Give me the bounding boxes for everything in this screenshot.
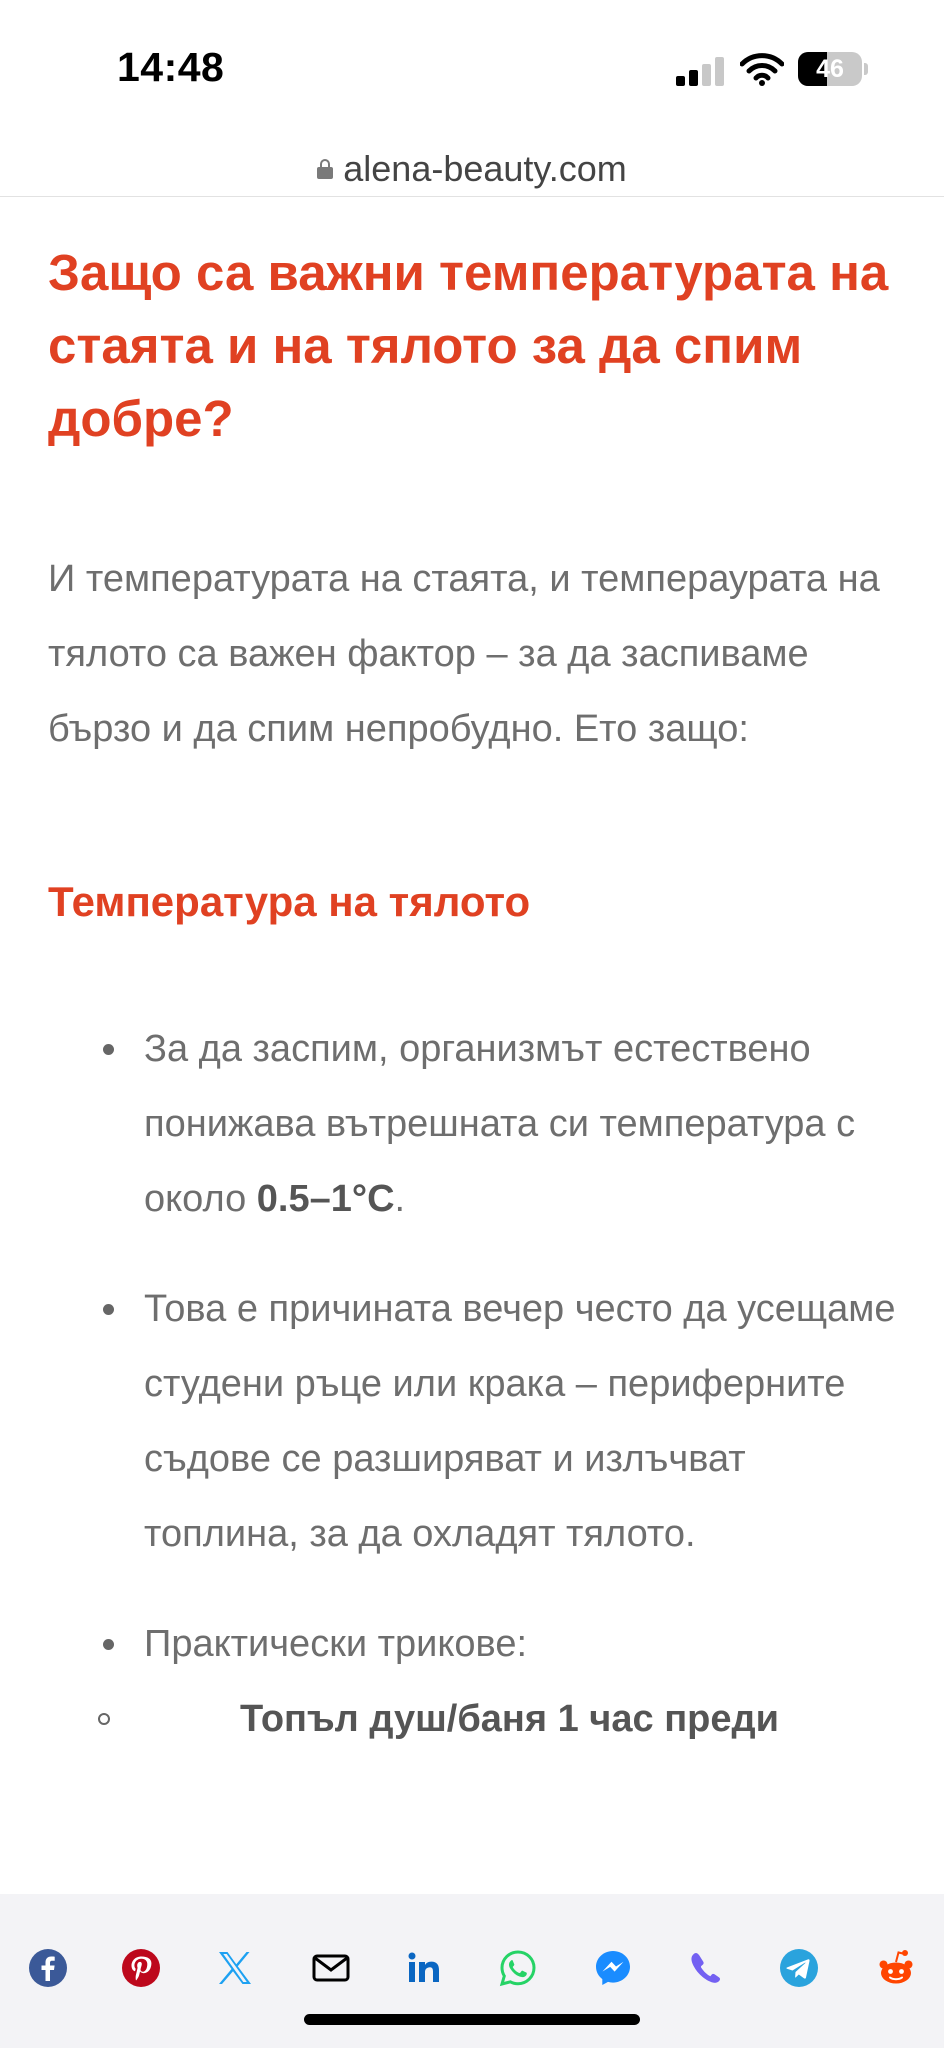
x-icon[interactable] <box>213 1946 257 1990</box>
reddit-icon[interactable] <box>874 1946 918 1990</box>
viber-icon[interactable] <box>683 1946 727 1990</box>
address-bar[interactable] <box>0 140 944 197</box>
facebook-icon[interactable] <box>26 1946 70 1990</box>
bullet-list <box>48 1012 903 1757</box>
home-indicator <box>304 2014 640 2025</box>
wifi-icon <box>740 52 784 86</box>
status-bar <box>0 0 944 140</box>
email-icon[interactable] <box>309 1946 353 1990</box>
telegram-icon[interactable] <box>777 1946 821 1990</box>
battery-percent: 46 <box>816 55 844 83</box>
clock: 14:48 <box>117 44 225 90</box>
bullet-text: Това е причината вечер често да усещаме студени ръце или крака – периферните съдове се разширяват и излъчват топлина, за да охладят тялото. <box>144 1288 896 1555</box>
battery-icon <box>798 52 862 86</box>
sub-bullet-list <box>144 1682 903 1757</box>
bullet-text: За да заспим, организмът естествено понижава вътрешната си температура с около <box>144 1028 856 1220</box>
messenger-icon[interactable] <box>591 1946 635 1990</box>
url-domain[interactable]: alena-beauty.com <box>343 148 627 189</box>
bullet-text: Практически трикове: <box>144 1623 528 1665</box>
article-content <box>48 236 903 1757</box>
list-item <box>48 1272 903 1572</box>
linkedin-icon[interactable] <box>403 1946 447 1990</box>
cellular-signal-icon <box>676 56 724 86</box>
bullet-bold-value: 0.5–1°C <box>256 1178 395 1220</box>
lock-icon <box>317 158 333 180</box>
article-heading: Защо са важни температурата на стаята и на тялото за да спим добре? <box>48 244 889 447</box>
whatsapp-icon[interactable] <box>496 1946 540 1990</box>
list-item <box>48 1012 903 1237</box>
bullet-text-end: . <box>394 1178 406 1220</box>
intro-paragraph: И температурата на стаята, и темпераурата на тялото са важен фактор – за да заспиваме бързо и да спим непробудно. Ето защо: <box>48 558 880 750</box>
battery-tip <box>864 63 868 75</box>
section-heading: Температура на тялото <box>48 878 531 925</box>
list-item <box>48 1607 903 1757</box>
pinterest-icon[interactable] <box>119 1946 163 1990</box>
sub-list-item: Топъл душ/баня 1 час преди <box>48 1682 903 1757</box>
